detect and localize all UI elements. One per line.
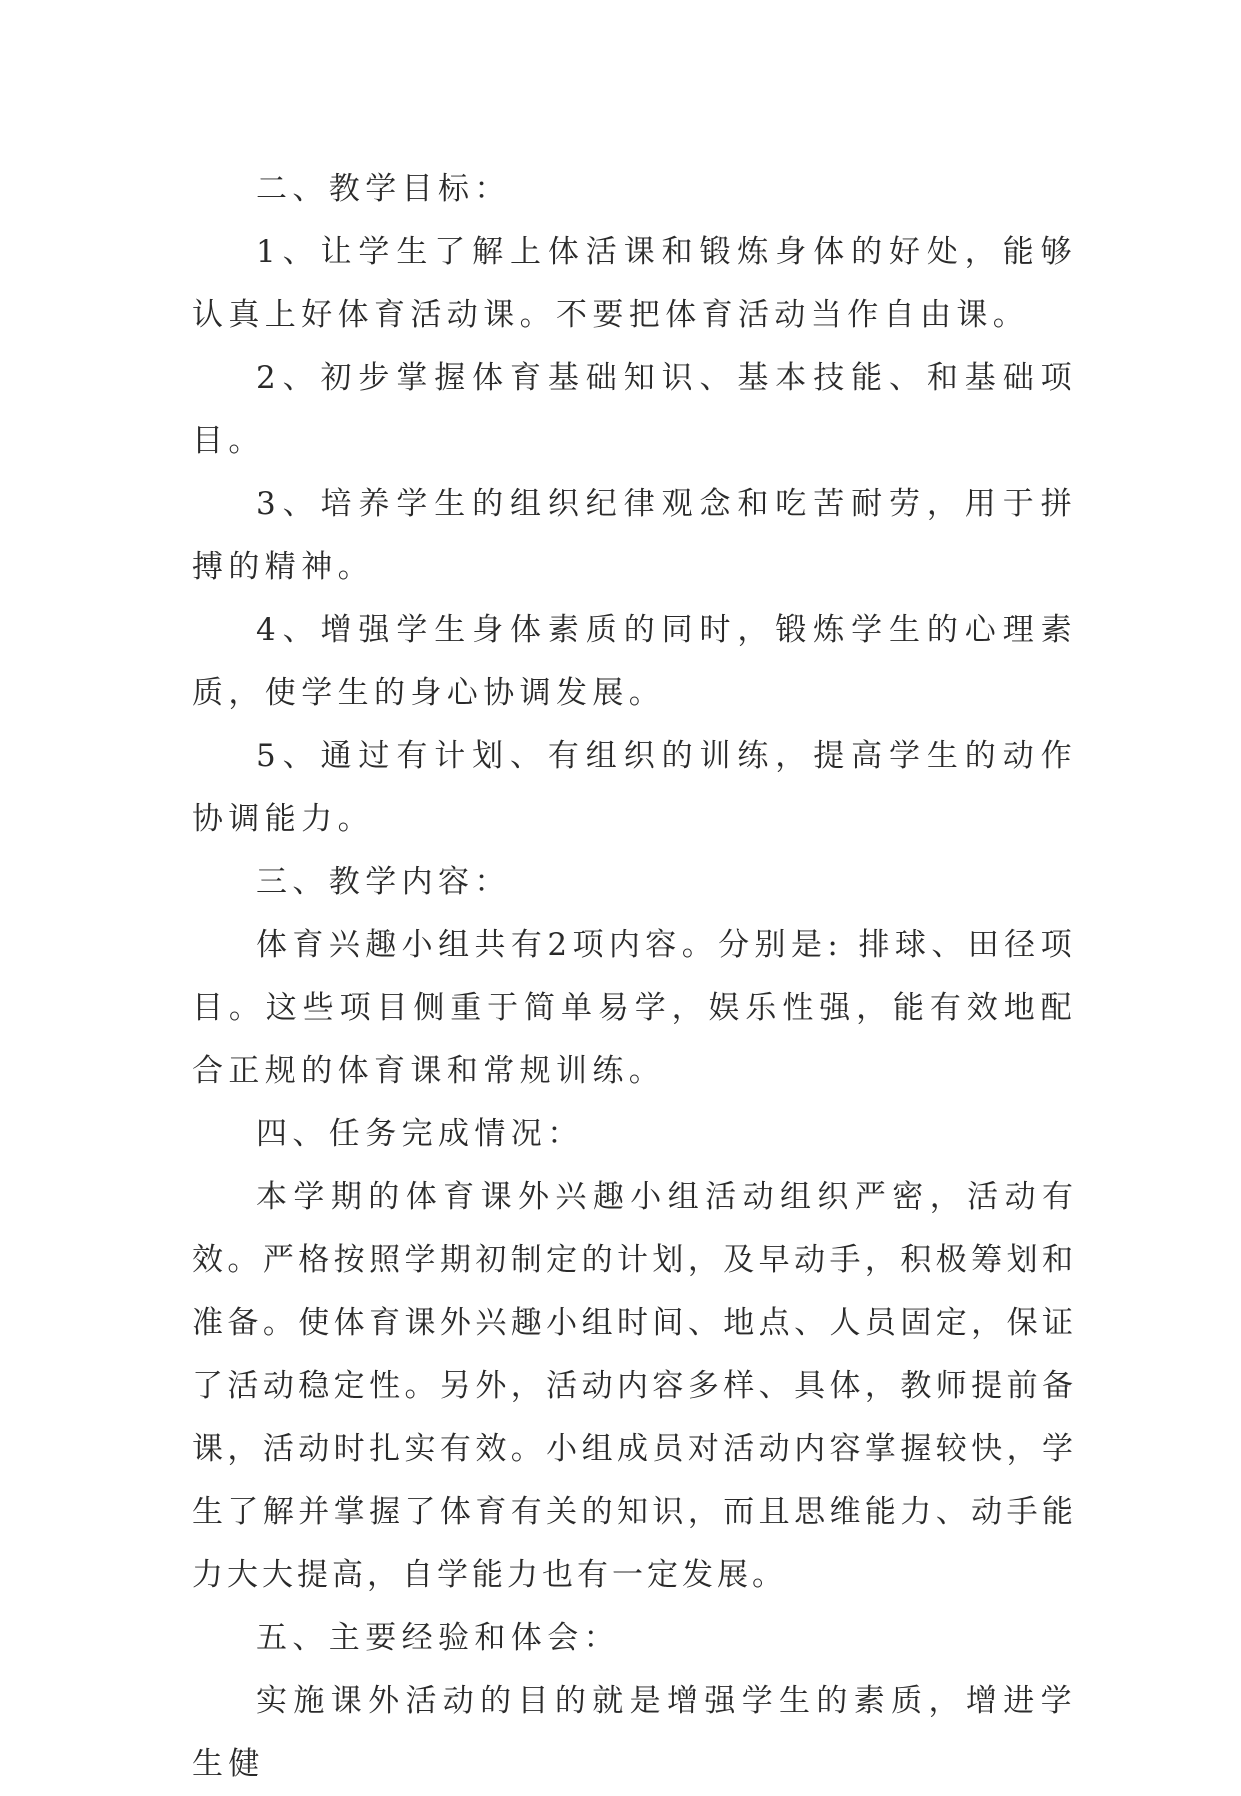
section-heading-goals: 二、教学目标：: [256, 171, 511, 207]
goal-item-2: 2、初步掌握体育基础知识、基本技能、和基础项目。: [192, 360, 1077, 459]
goal-item-5: 5、通过有计划、有组织的训练，提高学生的动作协调能力。: [192, 738, 1077, 837]
section-heading-experience: 五、主要经验和体会：: [256, 1620, 620, 1656]
goal-item-3: 3、培养学生的组织纪律观念和吃苦耐劳，用于拼搏的精神。: [192, 486, 1077, 585]
goal-item-1: 1、让学生了解上体活课和锻炼身体的好处，能够认真上好体育活动课。不要把体育活动当作自由课。: [192, 234, 1077, 333]
completion-paragraph: 本学期的体育课外兴趣小组活动组织严密，活动有效。严格按照学期初制定的计划，及早动手，积极筹划和准备。使体育课外兴趣小组时间、地点、人员固定，保证了活动稳定性。另外，活动内容多样、具体，教师提前备课，活动时扎实有效。小组成员对活动内容掌握较快，学生了解并掌握了体育有关的知识，而且思维能力、动手能力大大提高，自学能力也有一定发展。: [192, 1179, 1077, 1593]
goal-item-4: 4、增强学生身体素质的同时，锻炼学生的心理素质，使学生的身心协调发展。: [192, 612, 1077, 711]
experience-paragraph: 实施课外活动的目的就是增强学生的素质，增进学生健: [192, 1683, 1077, 1782]
section-heading-completion: 四、任务完成情况：: [256, 1116, 584, 1152]
content-paragraph: 体育兴趣小组共有2项内容。分别是: 排球、田径项目。这些项目侧重于简单易学，娱乐性强，能有效地配合正规的体育课和常规训练。: [192, 927, 1077, 1089]
document-body: [192, 158, 1077, 1796]
section-heading-content: 三、教学内容：: [256, 864, 511, 900]
